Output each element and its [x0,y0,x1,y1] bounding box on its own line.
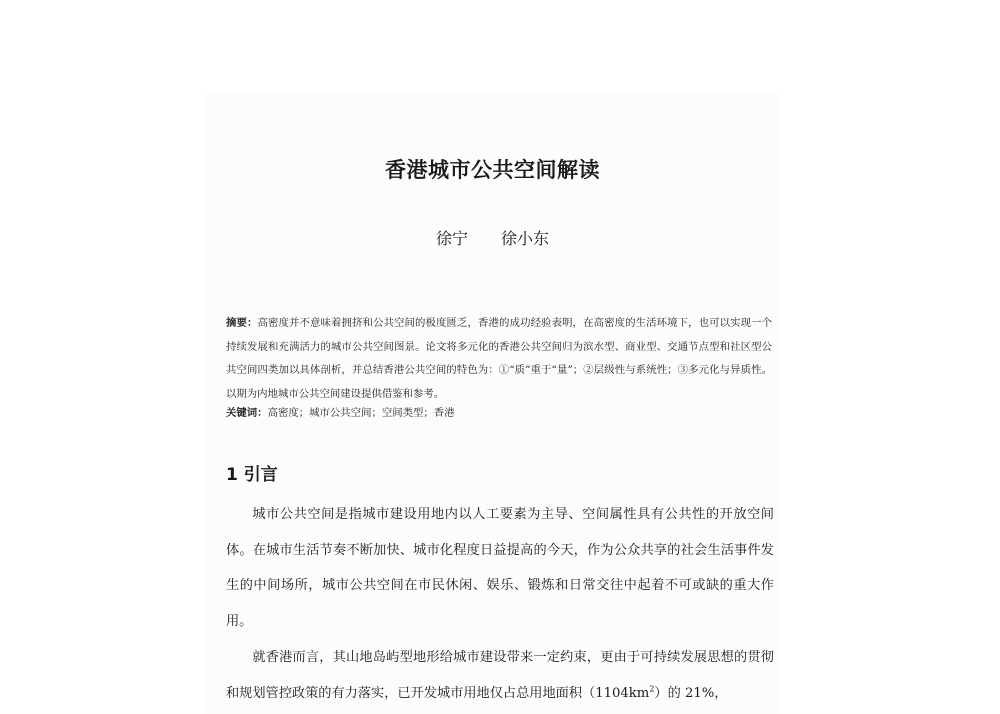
paper-title: 香港城市公共空间解读 [385,158,600,182]
section-heading: 1 引言 [226,465,278,485]
body-paragraph [226,640,774,711]
abstract-text: 高密度并不意味着拥挤和公共空间的极度匮乏，香港的成功经验表明，在高密度的生活环境下，也可以实现一个持续发展和充满活力的城市公共空间图景。论文将多元化的香港公共空间归为滨水型、商业型、交通节点型和社区型公共空间四类加以具体剖析，并总结香港公共空间的特色为：①“质”重于“量”；②层级性与系统性；③多元化与异质性。以期为内地城市公共空间建设提供借鉴和参考。 [226,317,773,400]
abstract [226,312,772,406]
body-paragraph: 城市公共空间是指城市建设用地内以人工要素为主导、空间属性具有公共性的开放空间体。在城市生活节奏不断加快、城市化程度日益提高的今天，作为公众共享的社会生活事件发生的中间场所，城市公共空间在市民休闲、娱乐、锻炼和日常交往中起着不可或缺的重大作用。 [226,507,774,629]
keywords-label: 关键词： [226,407,268,419]
keywords [226,405,772,421]
superscript: 2 [649,684,655,694]
paper-authors [205,226,780,249]
abstract-label: 摘要： [226,317,258,329]
keywords-text: 高密度；城市公共空间；空间类型；香港 [267,407,455,419]
paragraph-text: ）的 21%， [654,685,728,701]
author-name: 徐小东 [501,229,550,248]
paragraph-text: 就香港而言，其山地岛屿型地形给城市建设带来一定约束，更由于可持续发展思想的贯彻和规划管控政策的有力落实，已开发城市用地仅占总用地面积（1104km [226,650,774,701]
author-name: 徐宁 [435,229,468,248]
document-page [205,92,780,714]
